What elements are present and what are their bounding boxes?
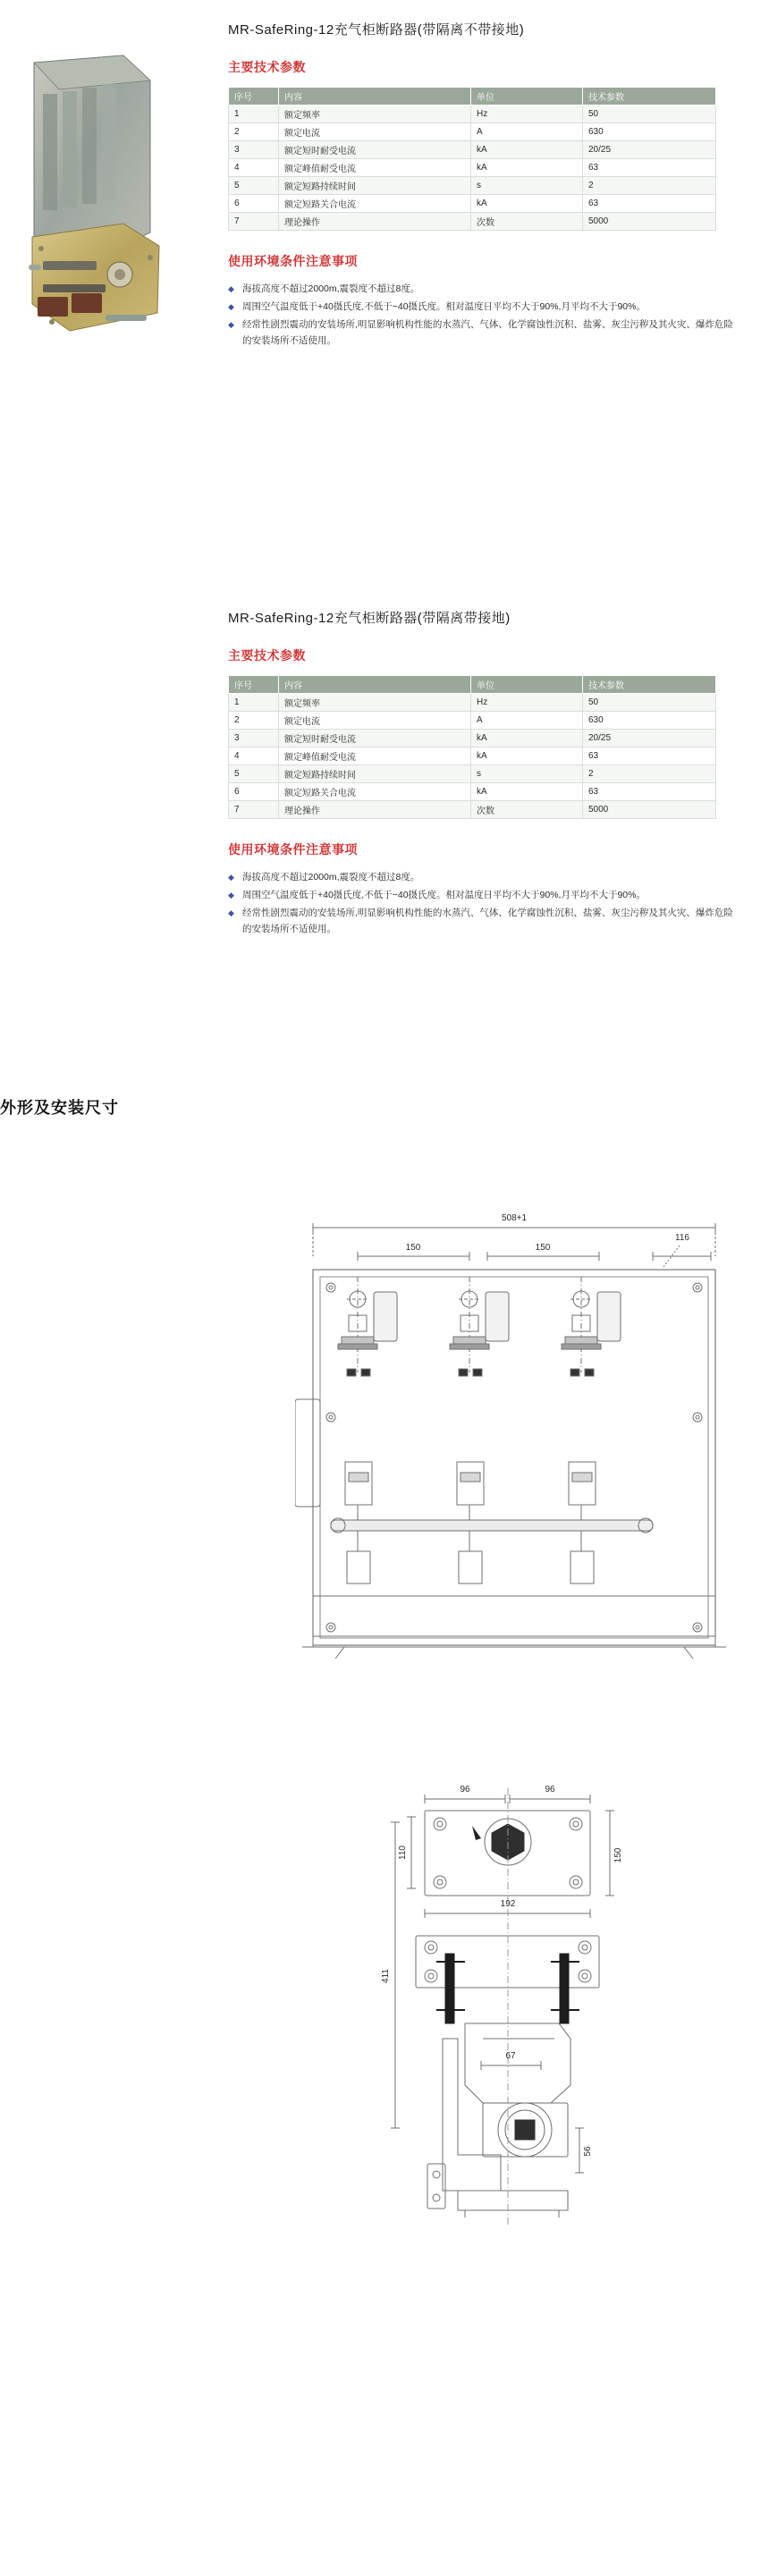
cell-index: 1 <box>229 106 279 123</box>
dimensions-heading: 外形及安装尺寸 <box>0 1099 119 1117</box>
section-title: MR-SafeRing-12充气柜断路器(带隔离带接地) <box>228 611 511 626</box>
cell-value: 50 <box>583 106 716 123</box>
cell-value: 20/25 <box>583 141 716 159</box>
cell-value: 2 <box>583 177 716 195</box>
col-header-unit: 单位 <box>471 676 583 694</box>
cell-content: 额定短路持续时间 <box>279 177 471 195</box>
diamond-bullet-icon: ◆ <box>228 908 234 917</box>
cell-value: 50 <box>583 694 716 712</box>
cell-index: 5 <box>229 177 279 195</box>
dim-label-110: 110 <box>398 1845 408 1860</box>
table-row <box>229 106 716 123</box>
cell-content: 额定短时耐受电流 <box>279 141 471 159</box>
cell-value: 20/25 <box>583 730 716 747</box>
table-row <box>229 712 716 730</box>
cell-unit: kA <box>471 195 583 213</box>
cell-unit: A <box>471 712 583 730</box>
list-item <box>228 299 742 315</box>
note-text: 海拔高度不超过2000m,震裂度不超过8度。 <box>242 872 420 883</box>
col-header-index: 序号 <box>229 676 279 694</box>
cell-index: 3 <box>229 141 279 159</box>
table-row <box>229 123 716 141</box>
table-row <box>229 195 716 213</box>
cell-unit: kA <box>471 141 583 159</box>
cell-unit: Hz <box>471 106 583 123</box>
cell-unit: A <box>471 123 583 141</box>
product-photo <box>16 54 168 349</box>
cell-value: 630 <box>583 712 716 730</box>
dim-label-56: 56 <box>583 2146 593 2157</box>
dim-label-150-a: 150 <box>405 1243 421 1253</box>
subtitle-env-notes: 使用环境条件注意事项 <box>228 254 358 268</box>
table-row <box>229 141 716 159</box>
dim-label-411: 411 <box>381 1969 391 1983</box>
diamond-bullet-icon: ◆ <box>228 320 234 329</box>
list-item <box>228 905 742 937</box>
cell-content: 额定峰值耐受电流 <box>279 159 471 177</box>
table-row <box>229 213 716 231</box>
cell-value: 63 <box>583 783 716 801</box>
cell-index: 2 <box>229 712 279 730</box>
table-row <box>229 694 716 712</box>
drawing-side-view <box>376 1770 671 2235</box>
cell-content: 理论操作 <box>279 213 471 231</box>
env-notes-list <box>228 281 742 349</box>
section-title: MR-SafeRing-12充气柜断路器(带隔离不带接地) <box>228 22 525 38</box>
cell-content: 额定短路持续时间 <box>279 765 471 783</box>
list-item <box>228 281 742 297</box>
cell-index: 3 <box>229 730 279 747</box>
cell-index: 4 <box>229 747 279 765</box>
cell-unit: Hz <box>471 694 583 712</box>
cell-content: 额定峰值耐受电流 <box>279 747 471 765</box>
dim-label-96-a: 96 <box>460 1785 470 1795</box>
cell-content: 额定频率 <box>279 694 471 712</box>
cell-value: 63 <box>583 159 716 177</box>
note-text: 海拔高度不超过2000m,震裂度不超过8度。 <box>242 283 420 294</box>
cell-index: 4 <box>229 159 279 177</box>
dim-label-150-b: 150 <box>535 1243 551 1253</box>
cell-unit: kA <box>471 783 583 801</box>
cell-content: 额定频率 <box>279 106 471 123</box>
dim-label-508: 508+1 <box>501 1213 528 1223</box>
cell-unit: kA <box>471 730 583 747</box>
col-header-index: 序号 <box>229 88 279 106</box>
note-text: 经常性剧烈震动的安装场所,明显影响机构性能的水蒸汽、气体、化学腐蚀性沉积、盐雾、灰尘污秽及其火灾、爆炸危险的安装场所不适使用。 <box>242 319 733 346</box>
spec-table <box>228 87 716 231</box>
diamond-bullet-icon: ◆ <box>228 302 234 311</box>
table-row <box>229 747 716 765</box>
cell-content: 额定短路关合电流 <box>279 195 471 213</box>
cell-content: 理论操作 <box>279 801 471 819</box>
cell-value: 5000 <box>583 801 716 819</box>
cell-value: 630 <box>583 123 716 141</box>
subtitle-main-params: 主要技术参数 <box>228 60 306 74</box>
cell-unit: kA <box>471 159 583 177</box>
note-text: 经常性剧烈震动的安装场所,明显影响机构性能的水蒸汽、气体、化学腐蚀性沉积、盐雾、灰尘污秽及其火灾、爆炸危险的安装场所不适使用。 <box>242 908 733 934</box>
table-row <box>229 783 716 801</box>
list-item <box>228 887 742 903</box>
cell-index: 2 <box>229 123 279 141</box>
cell-unit: s <box>471 765 583 783</box>
cell-value: 2 <box>583 765 716 783</box>
table-row <box>229 801 716 819</box>
note-text: 周围空气温度低于+40摄氏度,不低于−40摄氏度。相对温度日平均不大于90%,月平均不大于90%。 <box>242 301 646 312</box>
cell-index: 6 <box>229 195 279 213</box>
table-header-row <box>229 676 716 694</box>
cell-content: 额定短路关合电流 <box>279 783 471 801</box>
dim-label-96-b: 96 <box>545 1785 555 1795</box>
dim-label-192: 192 <box>500 1899 516 1909</box>
cell-unit: 次数 <box>471 213 583 231</box>
list-item <box>228 317 742 349</box>
cell-index: 7 <box>229 801 279 819</box>
cell-index: 5 <box>229 765 279 783</box>
cell-value: 5000 <box>583 213 716 231</box>
dim-label-116: 116 <box>675 1233 689 1243</box>
table-row <box>229 177 716 195</box>
table-row <box>229 765 716 783</box>
env-notes-list <box>228 869 742 937</box>
table-row <box>229 159 716 177</box>
table-row <box>229 730 716 747</box>
table-header-row <box>229 88 716 106</box>
section-breaker-1 <box>228 20 742 351</box>
cell-value: 63 <box>583 195 716 213</box>
diamond-bullet-icon: ◆ <box>228 891 234 899</box>
cell-unit: s <box>471 177 583 195</box>
subtitle-main-params: 主要技术参数 <box>228 648 306 663</box>
cell-content: 额定电流 <box>279 712 471 730</box>
cell-index: 6 <box>229 783 279 801</box>
col-header-content: 内容 <box>279 676 471 694</box>
diamond-bullet-icon: ◆ <box>228 873 234 882</box>
cell-content: 额定短时耐受电流 <box>279 730 471 747</box>
section-breaker-2 <box>228 608 742 939</box>
col-header-content: 内容 <box>279 88 471 106</box>
cell-index: 7 <box>229 213 279 231</box>
dim-label-150-c: 150 <box>613 1847 623 1863</box>
diamond-bullet-icon: ◆ <box>228 284 234 293</box>
note-text: 周围空气温度低于+40摄氏度,不低于−40摄氏度。相对温度日平均不大于90%,月平均不大于90%。 <box>242 890 646 900</box>
subtitle-env-notes: 使用环境条件注意事项 <box>228 842 358 857</box>
cell-unit: 次数 <box>471 801 583 819</box>
cell-unit: kA <box>471 747 583 765</box>
dim-label-67: 67 <box>505 2051 516 2061</box>
cell-content: 额定电流 <box>279 123 471 141</box>
cell-value: 63 <box>583 747 716 765</box>
col-header-value: 技术参数 <box>583 88 716 106</box>
drawing-front-view <box>295 1194 742 1748</box>
list-item <box>228 869 742 885</box>
spec-table <box>228 675 716 819</box>
col-header-unit: 单位 <box>471 88 583 106</box>
col-header-value: 技术参数 <box>583 676 716 694</box>
cell-index: 1 <box>229 694 279 712</box>
